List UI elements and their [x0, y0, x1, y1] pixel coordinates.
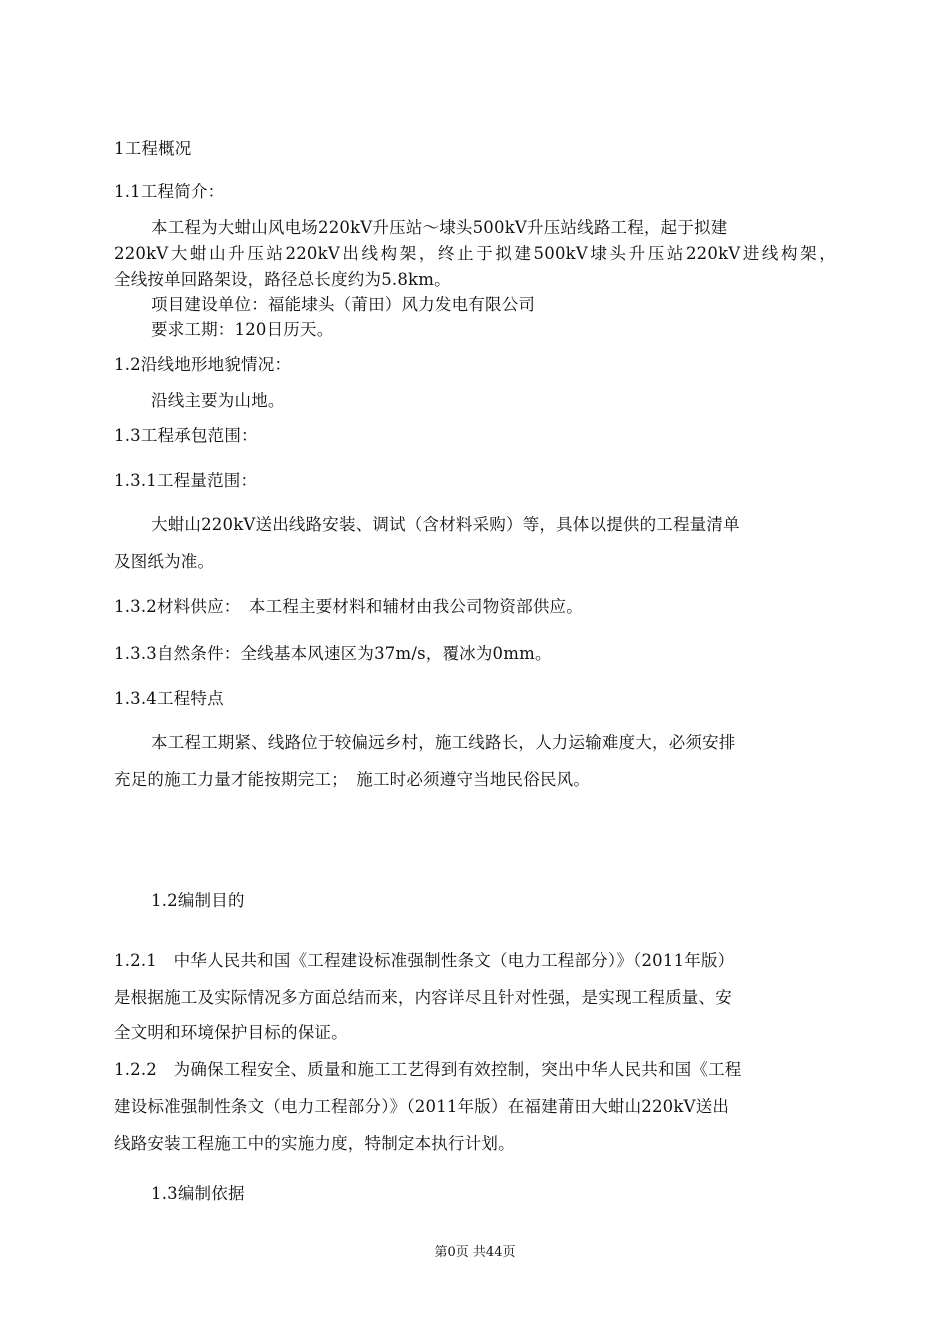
- paragraph-line: 线路安装工程施工中的实施力度，特制定本执行计划。: [114, 1134, 515, 1153]
- paragraph-line: 沿线主要为山地。: [151, 391, 285, 410]
- paragraph-line: 要求工期：120日历天。: [151, 320, 334, 339]
- paragraph-line: 是根据施工及实际情况多方面总结而来，内容详尽且针对性强，是实现工程质量、安: [114, 988, 732, 1007]
- paragraph-line: 本工程工期紧、线路位于较偏远乡村，施工线路长，人力运输难度大，必须安排: [151, 733, 736, 752]
- paragraph-line: 大蚶山220kV送出线路安装、调试（含材料采购）等，具体以提供的工程量清单: [151, 515, 740, 534]
- paragraph-line: 项目建设单位：福能埭头（莆田）风力发电有限公司: [151, 295, 536, 314]
- subsection-heading: 1.3.4工程特点: [114, 689, 224, 708]
- subsection-heading: 1.3.1工程量范围：: [114, 471, 258, 490]
- subsection-heading: 1.3工程承包范围：: [114, 426, 258, 445]
- paragraph-line: 全线按单回路架设，路径总长度约为5.8km。: [114, 270, 451, 289]
- section-heading: 1.3编制依据: [151, 1184, 245, 1203]
- section-heading: 1.2编制目的: [151, 891, 245, 910]
- paragraph-line: 本工程为大蚶山风电场220kV升压站～埭头500kV升压站线路工程，起于拟建: [151, 218, 728, 237]
- paragraph-line: 1.2.1 中华人民共和国《工程建设标准强制性条文（电力工程部分）》（2011年版）: [114, 951, 735, 970]
- paragraph-line: 220kV大蚶山升压站220kV出线构架，终止于拟建500kV埭头升压站220kV进线构架，: [114, 244, 836, 263]
- paragraph-line: 及图纸为准。: [114, 552, 215, 571]
- paragraph-line: 充足的施工力量才能按期完工； 施工时必须遵守当地民俗民风。: [114, 770, 591, 789]
- paragraph-line: 建设标准强制性条文（电力工程部分）》（2011年版）在福建莆田大蚶山220kV送出: [114, 1097, 730, 1116]
- subsection-heading: 1.3.2材料供应： 本工程主要材料和辅材由我公司物资部供应。: [114, 597, 583, 616]
- subsection-heading: 1.3.3自然条件：全线基本风速区为37m/s，覆冰为0mm。: [114, 644, 552, 663]
- section-heading: 1工程概况: [114, 139, 192, 158]
- page-number-footer: 第0页 共44页: [434, 1245, 516, 1260]
- subsection-heading: 1.1工程简介：: [114, 182, 225, 201]
- subsection-heading: 1.2沿线地形地貌情况：: [114, 355, 292, 374]
- paragraph-line: 1.2.2 为确保工程安全、质量和施工工艺得到有效控制，突出中华人民共和国《工程: [114, 1060, 742, 1079]
- paragraph-line: 全文明和环境保护目标的保证。: [114, 1023, 348, 1042]
